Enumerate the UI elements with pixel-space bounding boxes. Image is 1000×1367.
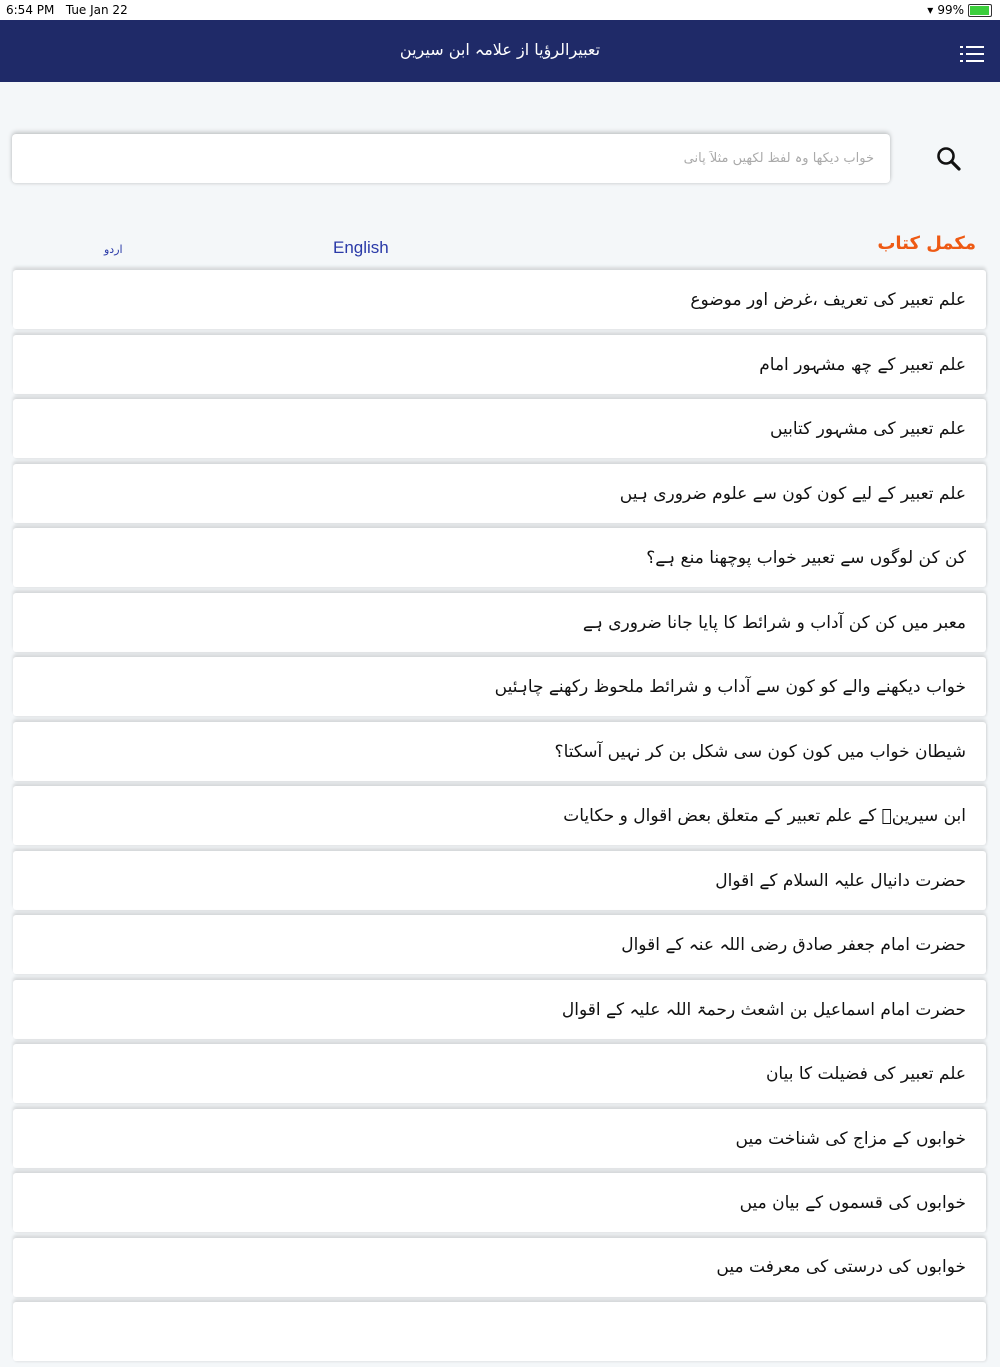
list-item[interactable] [13, 593, 986, 652]
list-item-label: ابن سیرینؒ کے علم تعبیر کے متعلق بعض اقوال و حکایات [563, 806, 966, 826]
list-item[interactable] [13, 1238, 986, 1297]
tab-complete-book[interactable]: مکمل کتاب [877, 233, 976, 254]
list-item-label: حضرت امام جعفر صادق رضی اللہ عنہ کے اقوال [621, 935, 966, 955]
list-item[interactable] [13, 464, 986, 523]
list-item[interactable] [13, 270, 986, 329]
search-icon[interactable] [934, 144, 964, 174]
list-item[interactable] [13, 1173, 986, 1232]
list-item-label: علم تعبیر کے لیے کون کون سے علوم ضروری ہیں [619, 483, 966, 504]
list-item-label: خوابوں کی درستی کی معرفت میں [716, 1257, 966, 1277]
list-item[interactable] [13, 915, 986, 974]
list-item-label: کن کن لوگوں سے تعبیر خواب پوچھنا منع ہے؟ [646, 548, 966, 568]
list-item[interactable] [13, 399, 986, 458]
list-item-label: علم تعبیر کی مشہور کتابیں [770, 419, 966, 439]
list-item[interactable] [13, 657, 986, 716]
date: Tue Jan 22 [65, 3, 128, 17]
time: 6:54 PM [6, 3, 55, 17]
list-item[interactable] [13, 528, 986, 587]
list-item-label: معبر میں کن کن آداب و شرائط کا پایا جانا ضروری ہے [582, 612, 966, 633]
app-title: تعبیرالرؤیا از علامہ ابن سیرین [399, 40, 601, 59]
list-item[interactable] [13, 1302, 986, 1361]
list-item-label: خواب دیکھنے والے کو کون سے آداب و شرائط ملحوظ رکھنے چاہئیں [494, 677, 966, 697]
list-item[interactable] [13, 335, 986, 394]
list-item-label: شیطان خواب میں کون کون سی شکل بن کر نہیں آسکتا؟ [554, 741, 966, 762]
battery-icon [968, 4, 992, 17]
list-item[interactable] [13, 1109, 986, 1168]
list-item-label: علم تعبیر کی تعریف ،غرض اور موضوع [690, 289, 966, 310]
chapter-list [13, 270, 986, 1367]
list-item-label: حضرت دانیال علیہ السلام کے اقوال [715, 870, 966, 891]
list-item[interactable] [13, 980, 986, 1039]
status-time [6, 3, 128, 17]
status-right [927, 3, 992, 17]
wifi-icon: ▾ [927, 3, 934, 17]
list-item-label: خوابوں کی قسموں کے بیان میں [739, 1193, 966, 1213]
battery-percent: 99% [937, 3, 964, 17]
list-item[interactable] [13, 786, 986, 845]
list-item[interactable] [13, 722, 986, 781]
list-item[interactable] [13, 851, 986, 910]
list-item-label: خوابوں کے مزاج کی شناخت میں [735, 1128, 966, 1149]
list-item-label: علم تعبیر کے چھ مشہور امام [759, 354, 966, 375]
list-item[interactable] [13, 1044, 986, 1103]
app-header [0, 20, 1000, 82]
tab-english[interactable]: English [333, 238, 389, 257]
search-box [12, 134, 890, 183]
tab-urdu[interactable]: اردو [104, 243, 123, 256]
menu-icon[interactable] [960, 46, 984, 64]
search-input[interactable] [12, 134, 890, 183]
list-item-label: علم تعبیر کی فضیلت کا بیان [765, 1063, 966, 1084]
list-item-label: حضرت امام اسماعیل بن اشعث رحمۃ اللہ علیہ کے اقوال [561, 999, 966, 1020]
status-bar [0, 0, 1000, 20]
